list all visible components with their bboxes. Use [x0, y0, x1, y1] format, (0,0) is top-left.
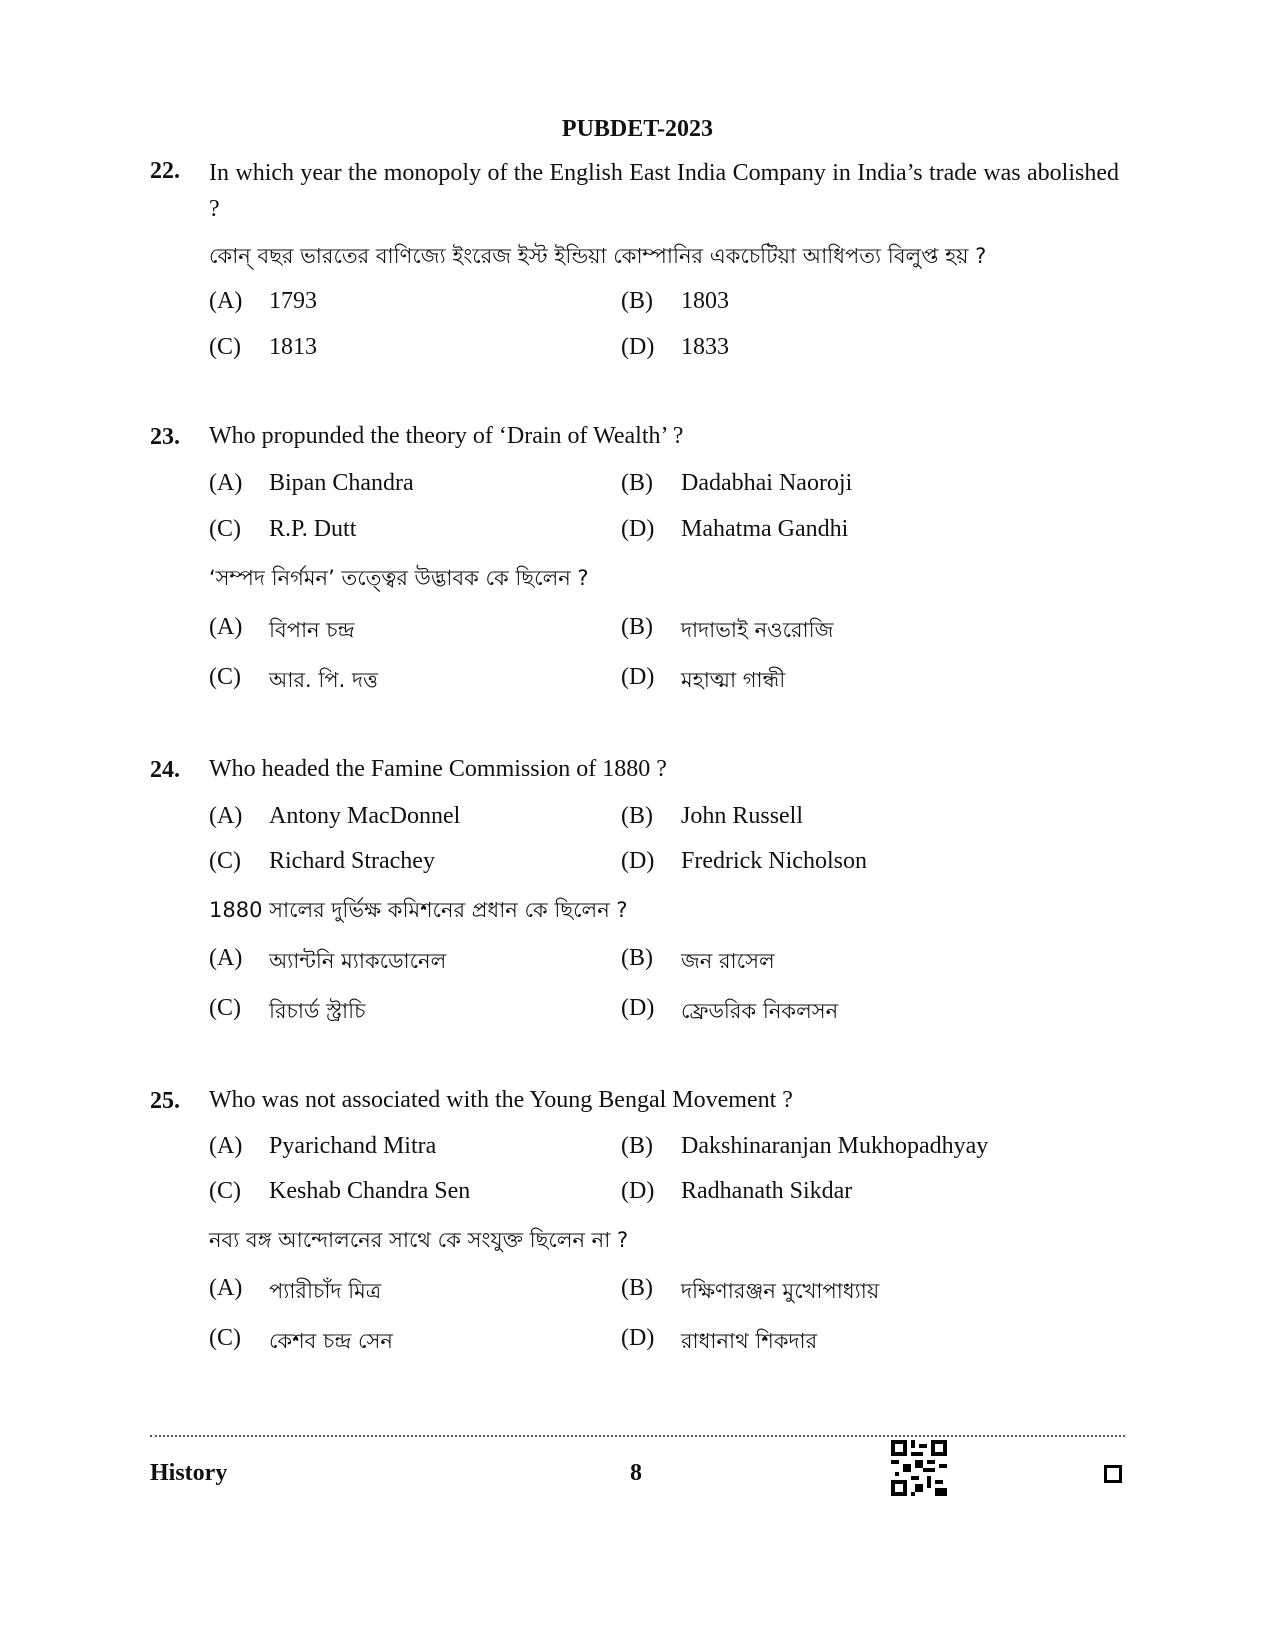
option-text: Keshab Chandra Sen	[269, 1178, 471, 1204]
option-letter: (B)	[621, 1133, 653, 1159]
option-text: দাদাভাই নওরোজি	[681, 618, 834, 642]
option-letter: (C)	[209, 995, 241, 1021]
option-letter: (C)	[209, 848, 241, 874]
option-text: 1813	[269, 334, 317, 360]
option-text: Richard Strachey	[269, 848, 435, 874]
question-text-en: Who was not associated with the Young Bengal Movement ?	[209, 1087, 793, 1113]
option-text: 1793	[269, 288, 317, 314]
qr-code-icon	[891, 1440, 947, 1496]
option-letter: (A)	[209, 614, 243, 640]
footer-divider	[150, 1435, 1125, 1441]
option-letter: (C)	[209, 1325, 241, 1351]
option-letter: (D)	[621, 334, 655, 360]
option-text: ফ্রেডরিক নিকলসন	[681, 999, 839, 1023]
option-text: মহাত্মা গান্ধী	[681, 668, 786, 692]
question-text-bn: কোন্ বছর ভারতের বাণিজ্যে ইংরেজ ইস্ট ইন্ডিয়া কোম্পানির একচেটিয়া আধিপত্য বিলুপ্ত হয় ?	[209, 244, 987, 268]
question-text-en: Who headed the Famine Commission of 1880 ?	[209, 756, 667, 782]
option-letter: (D)	[621, 664, 655, 690]
option-text: কেশব চন্দ্র সেন	[269, 1329, 393, 1353]
option-letter: (A)	[209, 1275, 243, 1301]
option-letter: (A)	[209, 803, 243, 829]
option-letter: (D)	[621, 1325, 655, 1351]
option-letter: (D)	[621, 995, 655, 1021]
option-text: রাধানাথ শিকদার	[681, 1329, 818, 1353]
question-number: 23.	[150, 424, 180, 450]
option-text: প্যারীচাঁদ মিত্র	[269, 1279, 382, 1303]
option-letter: (B)	[621, 1275, 653, 1301]
option-letter: (D)	[621, 1178, 655, 1204]
option-letter: (D)	[621, 516, 655, 542]
option-text: R.P. Dutt	[269, 516, 357, 542]
option-text: অ্যান্টনি ম্যাকডোনেল	[269, 949, 447, 973]
option-text: Antony MacDonnel	[269, 803, 461, 829]
option-letter: (C)	[209, 664, 241, 690]
question-text-en: In which year the monopoly of the English East India Company in India’s trade was abolished ?	[209, 160, 1119, 222]
option-text: Pyarichand Mitra	[269, 1133, 437, 1159]
question-text-bn: 1880 সালের দুর্ভিক্ষ কমিশনের প্রধান কে ছিলেন ?	[209, 898, 628, 922]
option-text: বিপান চন্দ্র	[269, 618, 355, 642]
footer-subject: History	[150, 1460, 228, 1486]
option-text: দক্ষিণারঞ্জন মুখোপাধ্যায়	[681, 1279, 880, 1303]
option-letter: (A)	[209, 288, 243, 314]
option-text: Radhanath Sikdar	[681, 1178, 853, 1204]
option-text: আর. পি. দত্ত	[269, 668, 379, 692]
option-letter: (B)	[621, 288, 653, 314]
page-title: PUBDET-2023	[561, 116, 714, 142]
option-letter: (C)	[209, 516, 241, 542]
option-letter: (B)	[621, 803, 653, 829]
question-number: 22.	[150, 158, 180, 184]
square-icon	[1104, 1465, 1122, 1483]
option-letter: (B)	[621, 945, 653, 971]
option-letter: (B)	[621, 470, 653, 496]
option-letter: (C)	[209, 1178, 241, 1204]
option-text: Fredrick Nicholson	[681, 848, 867, 874]
question-text-bn: ‘সম্পদ নির্গমন’ তত্ত্বের উদ্ভাবক কে ছিলেন ?	[209, 566, 589, 590]
option-letter: (B)	[621, 614, 653, 640]
question-text-en: Who propunded the theory of ‘Drain of Wealth’ ?	[209, 423, 684, 449]
option-text: Mahatma Gandhi	[681, 516, 849, 542]
question-text-bn: নব্য বঙ্গ আন্দোলনের সাথে কে সংযুক্ত ছিলেন না ?	[209, 1228, 629, 1252]
option-text: রিচার্ড স্ট্রাচি	[269, 999, 366, 1023]
option-text: জন রাসেল	[681, 949, 775, 973]
question-number: 25.	[150, 1088, 180, 1114]
option-text: John Russell	[681, 803, 804, 829]
option-letter: (C)	[209, 334, 241, 360]
option-text: Dakshinaranjan Mukhopadhyay	[681, 1133, 989, 1159]
option-text: 1803	[681, 288, 729, 314]
option-letter: (A)	[209, 470, 243, 496]
option-text: 1833	[681, 334, 729, 360]
question-number: 24.	[150, 757, 180, 783]
option-letter: (A)	[209, 945, 243, 971]
option-text: Dadabhai Naoroji	[681, 470, 853, 496]
option-letter: (A)	[209, 1133, 243, 1159]
option-letter: (D)	[621, 848, 655, 874]
page-number: 8	[630, 1460, 642, 1486]
option-text: Bipan Chandra	[269, 470, 414, 496]
